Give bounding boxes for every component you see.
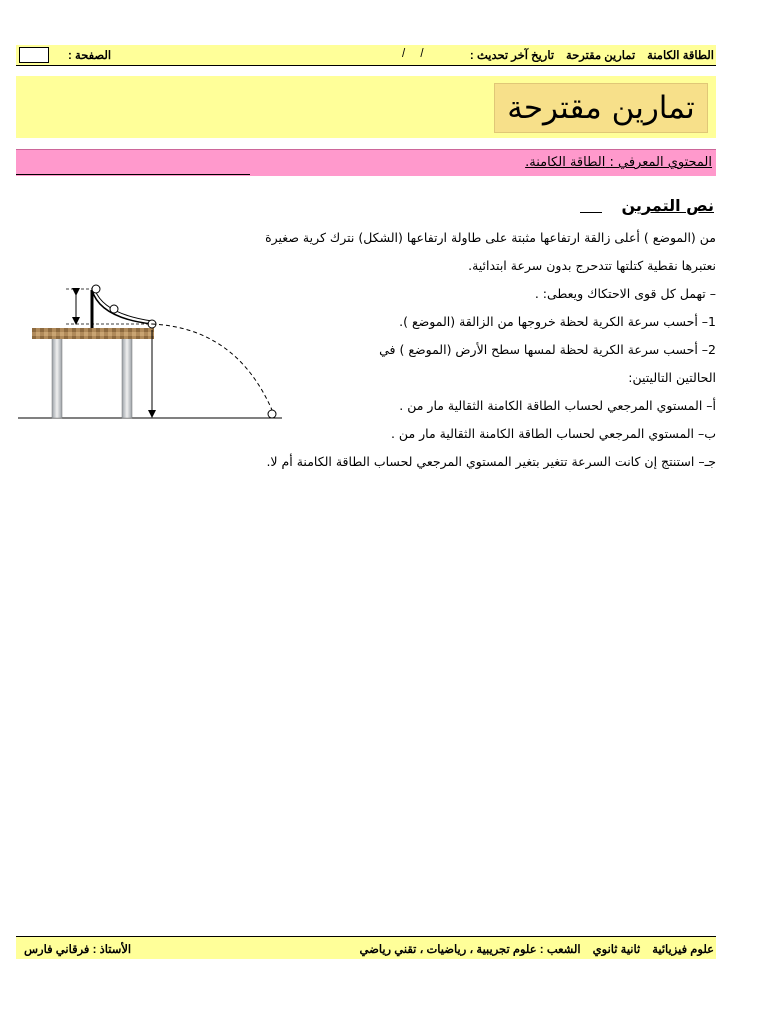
exercise-line-9: جـ– استنتج إن كانت السرعة تتغير بتغير المستوي المرجعي لحساب الطاقة الكامنة أم لا. — [266, 454, 716, 469]
footer-level: ثانية ثانوي — [592, 944, 641, 956]
exercise-line-5: 2– أحسب سرعة الكرية لحظة لمسها سطح الأرض (الموضع ) في — [379, 342, 716, 357]
footer-streams: الشعب : علوم تجريبية ، رياضيات ، تقني رياضي — [359, 944, 581, 956]
exercise-line-1: من (الموضع ) أعلى زالقة ارتفاعها مثبتة على طاولة ارتفاعها (الشكل) نترك كرية صغيرة — [265, 230, 716, 245]
page-footer — [16, 936, 716, 959]
header-subject: الطاقة الكامنة — [647, 50, 714, 62]
exercise-line-4: 1– أحسب سرعة الكرية لحظة خروجها من الزالقة (الموضع ). — [399, 314, 716, 329]
exercise-line-6: الحالتين التاليتين: — [628, 370, 716, 385]
exercise-line-8: ب– المستوي المرجعي لحساب الطاقة الكامنة الثقالية مار من . — [390, 426, 716, 441]
header-last-update-label: تاريخ آخر تحديث : — [469, 50, 555, 62]
footer-right-text — [360, 942, 715, 956]
content-label: المحتوي المعرفي : — [609, 155, 712, 170]
header-date-slashes: / / — [402, 48, 430, 60]
ball-middle — [110, 305, 118, 313]
header-page-label: الصفحة : — [68, 50, 112, 62]
footer-teacher: الأستاذ : فرقاني فارس — [24, 944, 132, 956]
exercise-line-3: – تهمل كل قوى الاحتكاك ويعطى: . — [534, 286, 716, 301]
ball-start — [92, 285, 100, 293]
ball-trajectory — [152, 324, 272, 410]
header-kind: تمارين مقترحة — [566, 50, 636, 62]
table-leg-left — [52, 338, 62, 418]
ball-ground — [268, 410, 276, 418]
slide-curve-inner — [95, 290, 152, 321]
exercise-line-2: نعتبرها نقطية كتلتها تتدحرج بدون سرعة ابتدائية. — [468, 258, 716, 273]
table-top — [32, 328, 154, 339]
content-value: الطاقة الكامنة. — [525, 155, 606, 170]
footer-subject: علوم فيزيائية — [652, 944, 714, 956]
exercise-heading: نص التمرين — [621, 196, 714, 215]
exercise-line-7: أ– المستوي المرجعي لحساب الطاقة الكامنة الثقالية مار من . — [399, 398, 716, 413]
page-title: تمارين مقترحة — [494, 83, 708, 133]
table-leg-right — [122, 338, 132, 418]
slide-curve — [92, 290, 152, 324]
